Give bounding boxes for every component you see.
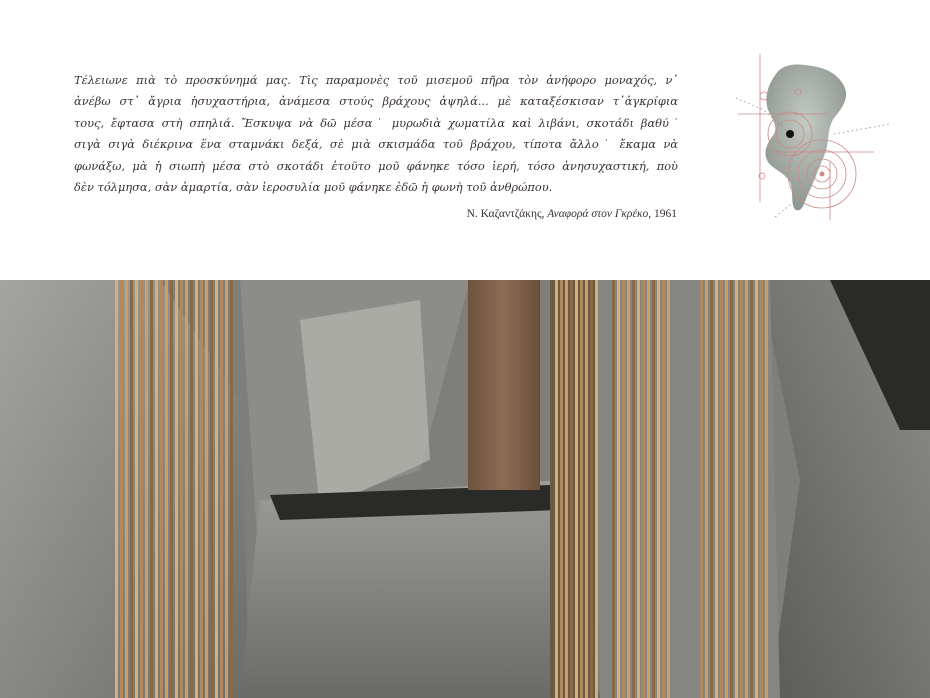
bamboo-rod — [565, 280, 568, 698]
bamboo-rod — [220, 280, 223, 698]
bamboo-rod — [575, 280, 578, 698]
bamboo-rod — [120, 280, 123, 698]
site-map-illustration — [734, 52, 894, 222]
bamboo-rod — [210, 280, 213, 698]
bamboo-rod — [710, 280, 713, 698]
bamboo-rod — [145, 280, 148, 698]
bamboo-rod — [765, 280, 768, 698]
bamboo-rod — [652, 280, 655, 698]
bamboo-rod — [150, 280, 153, 698]
quote-line: φωνάξω, μὰ ἡ σιωπὴ μέσα στὸ σκοτάδι ἐτοῦτο μοῦ φάνηκε τόσο ἱερή, τόσο ἀνησυχαστική, ποὺ — [74, 158, 678, 173]
bamboo-rod — [170, 280, 173, 698]
bamboo-rod — [135, 280, 138, 698]
bamboo-rod — [730, 280, 733, 698]
bamboo-rod — [735, 280, 738, 698]
bamboo-rod — [745, 280, 748, 698]
bamboo-rod — [590, 280, 593, 698]
island-shape — [766, 64, 847, 210]
bamboo-rod — [115, 280, 118, 698]
bamboo-rod — [595, 280, 598, 698]
citation — [467, 208, 677, 220]
bamboo-rod — [662, 280, 665, 698]
bamboo-rod — [230, 280, 233, 698]
quote-line: σιγὰ σιγὰ διέκρινα ἕνα σταμνάκι δεξά, σὲ μιὰ σκισμάδα τοῦ βράχου, τίποτα ἄλλο˙ ἔκαμα νὰ — [74, 137, 678, 152]
citation-author: Ν. Καζαντζάκης, — [466, 208, 548, 220]
bamboo-rod — [225, 280, 228, 698]
bamboo-rod — [700, 280, 703, 698]
bamboo-rod — [570, 280, 573, 698]
bamboo-rod — [715, 280, 718, 698]
bamboo-rod — [612, 280, 615, 698]
bamboo-rod — [140, 280, 143, 698]
bamboo-rod — [585, 280, 588, 698]
wood-panel — [468, 280, 540, 490]
bamboo-rod — [155, 280, 158, 698]
bamboo-rod — [750, 280, 753, 698]
bamboo-rod — [632, 280, 635, 698]
bamboo-rod — [215, 280, 218, 698]
focus-marker — [820, 172, 825, 177]
quote-line: ἀνέβω στ᾽ ἄγρια ἡσυχαστήρια, ἀνάμεσα στούς βράχους ἀψηλά... μὲ καταξέσκισαν τ᾽ἀγκρίφια — [74, 94, 678, 109]
bamboo-rod — [657, 280, 660, 698]
quote-line: Τέλειωνε πιὰ τὸ προσκύνημά μας. Τὶς παραμονὲς τοῦ μισεμοῦ πῆρα τὸν ἀνήφορο μοναχός, ν᾽ — [74, 73, 678, 87]
bamboo-rod — [195, 280, 198, 698]
location-marker — [786, 130, 794, 138]
bamboo-rod — [755, 280, 758, 698]
bamboo-rod — [125, 280, 128, 698]
bamboo-rod — [622, 280, 625, 698]
bamboo-rod — [555, 280, 558, 698]
bamboo-rod — [725, 280, 728, 698]
bamboo-rod — [647, 280, 650, 698]
quote-line: δὲν τόλμησα, σὰν ἁμαρτία, σὰν ἱεροσυλία μοῦ φάνηκε ἐδῶ ἡ φωνὴ τοῦ ἀνθρώπου. — [74, 180, 553, 195]
bamboo-rod — [560, 280, 563, 698]
cave-interior-render — [0, 280, 930, 698]
bamboo-rod — [667, 280, 670, 698]
bamboo-rod — [205, 280, 208, 698]
bamboo-rod — [180, 280, 183, 698]
bamboo-rod — [580, 280, 583, 698]
bamboo-rod — [637, 280, 640, 698]
citation-year: , 1961 — [648, 208, 677, 220]
bamboo-rod — [200, 280, 203, 698]
bamboo-rod — [740, 280, 743, 698]
bamboo-rod — [160, 280, 163, 698]
bamboo-rod — [175, 280, 178, 698]
citation-work: Αναφορά στον Γκρέκο — [547, 208, 649, 220]
bamboo-rod — [720, 280, 723, 698]
bamboo-rod — [617, 280, 620, 698]
bamboo-rod — [627, 280, 630, 698]
quote-block — [74, 70, 678, 198]
quote-line: τους, ἔφτασα στὴ σπηλιά. Ἔσκυψα νὰ δῶ μέσα˙ μυρωδιὰ χωματίλα καὶ λιβάνι, σκοτάδι βαθύ˙ — [74, 115, 678, 130]
bamboo-rod — [760, 280, 763, 698]
bamboo-rod — [165, 280, 168, 698]
bamboo-rod — [190, 280, 193, 698]
quote-text — [74, 70, 678, 198]
bamboo-rod — [705, 280, 708, 698]
bamboo-rod — [185, 280, 188, 698]
bamboo-rod — [130, 280, 133, 698]
bamboo-rod — [642, 280, 645, 698]
